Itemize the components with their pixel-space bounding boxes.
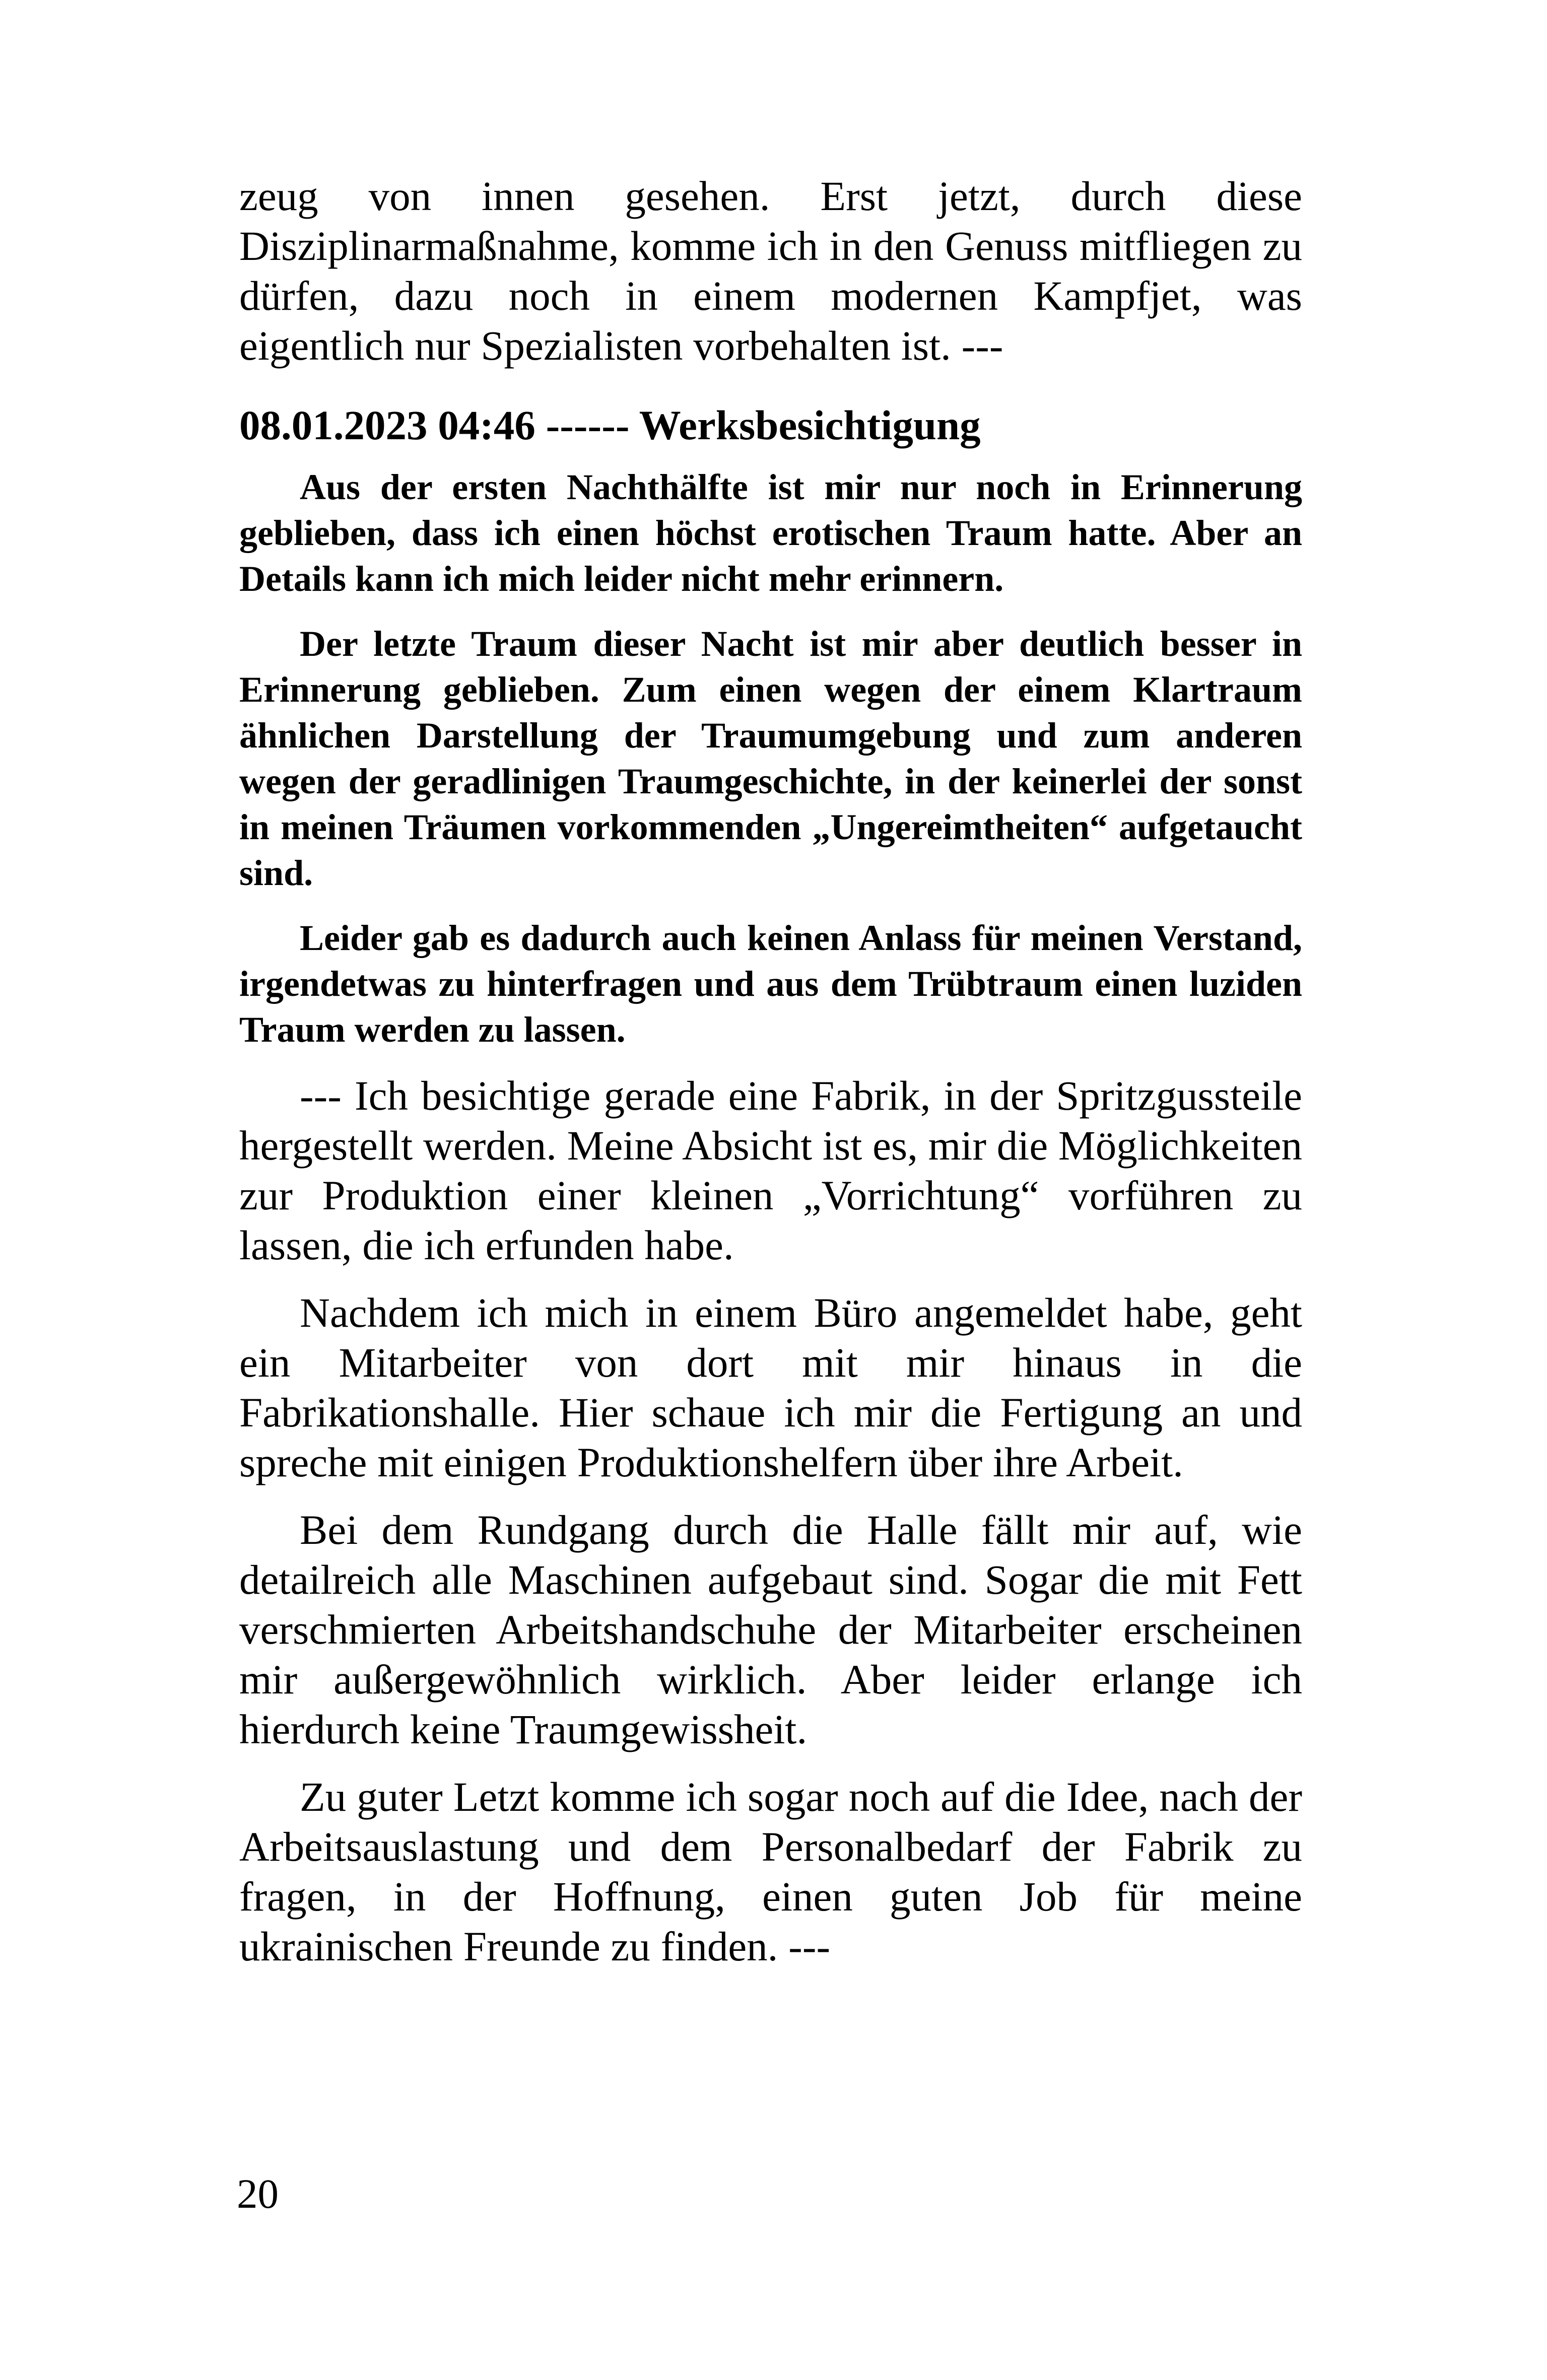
body-paragraph-2: Nachdem ich mich in einem Büro angemeldet habe, geht ein Mitarbeiter von dort mit mir hinaus in die Fabrikationshalle. Hier schaue ich mir die Fertigung an und spreche mit einigen Produktionshelfern über ihre Arbeit. bbox=[239, 1289, 1302, 1485]
body-paragraph-3: Bei dem Rundgang durch die Halle fällt mir auf, wie detailreich alle Maschinen aufgebaut sind. Sogar die mit Fett verschmierten Arbeitshandschuhe der Mitarbeiter erscheinen mir außergewöhnlich wirklich. Aber leider erlange ich hierdurch keine Traumgewissheit. bbox=[239, 1507, 1302, 1752]
body-paragraph-4: Zu guter Letzt komme ich sogar noch auf die Idee, nach der Arbeitsauslastung und dem Personalbedarf der Fabrik zu fragen, in der Hoffnung, einen guten Job für meine ukrainischen Freunde zu finden. --- bbox=[239, 1774, 1302, 1969]
bold-paragraph-3: Leider gab es dadurch auch keinen Anlass für meinen Verstand, irgendetwas zu hinterfragen und aus dem Trübtraum einen luziden Traum werden zu lassen. bbox=[239, 918, 1302, 1050]
bold-paragraph-1: Aus der ersten Nachthälfte ist mir nur noch in Erinnerung geblieben, dass ich einen höchst erotischen Traum hatte. Aber an Details kann ich mich leider nicht mehr erinnern. bbox=[239, 467, 1302, 599]
page-number: 20 bbox=[237, 2170, 279, 2217]
intro-paragraph: zeug von innen gesehen. Erst jetzt, durch diese Disziplinarmaßnahme, komme ich in den Genuss mitfliegen zu dürfen, dazu noch in einem modernen Kampfjet, was eigentlich nur Spezialisten vorbehalten ist. --- bbox=[239, 173, 1302, 369]
page-text-block bbox=[239, 171, 1302, 1971]
body-paragraph-1: --- Ich besichtige gerade eine Fabrik, in der Spritzgussteile hergestellt werden. Meine Absicht ist es, mir die Möglichkeiten zur Produktion einer kleinen „Vorrichtung“ vorführen zu lassen, die ich erfunden habe. bbox=[239, 1072, 1302, 1268]
entry-heading: 08.01.2023 04:46 ------ Werksbesichtigung bbox=[239, 402, 981, 448]
bold-paragraph-2: Der letzte Traum dieser Nacht ist mir aber deutlich besser in Erinnerung geblieben. Zum einen wegen der einem Klartraum ähnlichen Darstellung der Traumumgebung und zum anderen wegen der geradlinigen Traumgeschichte, in der keinerlei der sonst in meinen Träumen vorkommenden „Ungereimtheiten“ aufgetaucht sind. bbox=[239, 624, 1302, 893]
